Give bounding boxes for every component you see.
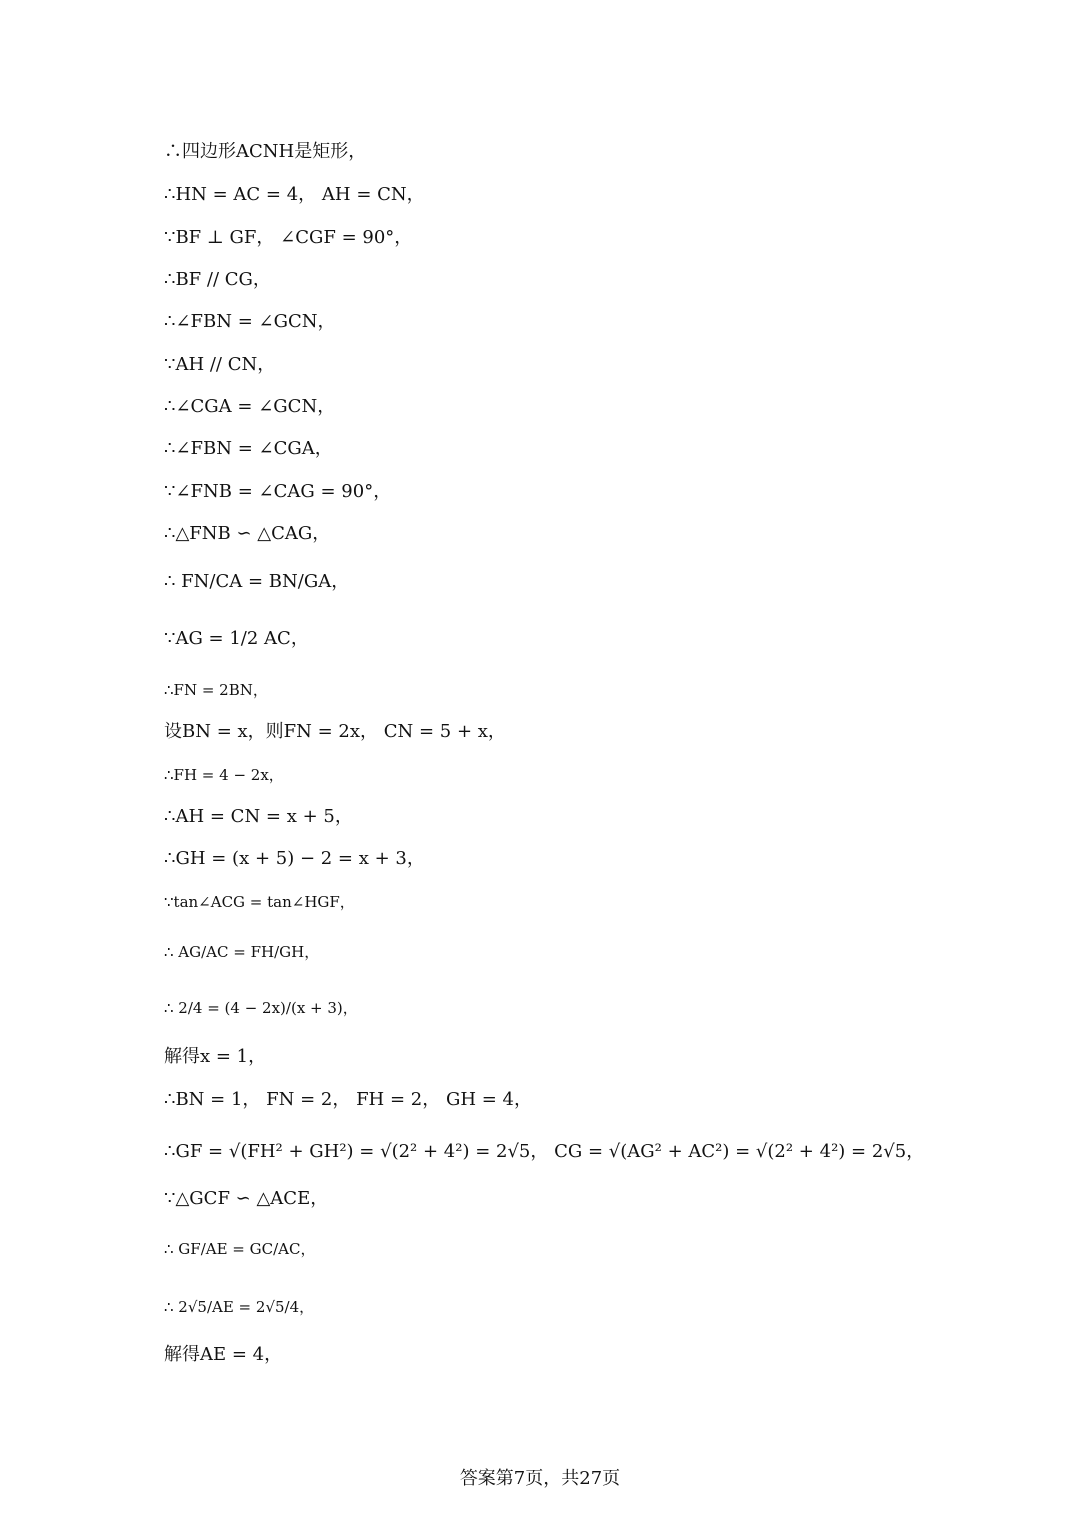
line-23: ∴GF = √(FH² + GH²) = √(2² + 4²) = 2√5， CG = √(AG² + AC²) = √(2² + 4²) = 2√5， <box>164 1141 925 1162</box>
line-24: ∵△GCF ∽ △ACE， <box>164 1188 329 1209</box>
line-9: ∵∠FNB = ∠CAG = 90°， <box>164 481 392 502</box>
line-20: ∴ 2/4 = (4 − 2x)/(x + 3)， <box>164 999 358 1017</box>
line-21: 解得x = 1， <box>164 1046 267 1067</box>
line-26: ∴ 2√5/AE = 2√5/4， <box>164 1298 315 1316</box>
line-16: ∴AH = CN = x + 5， <box>164 806 353 827</box>
line-5: ∴∠FBN = ∠GCN， <box>164 311 336 332</box>
line-7: ∴∠CGA = ∠GCN， <box>164 396 336 417</box>
line-3: ∵BF ⊥ GF， ∠CGF = 90°， <box>164 227 413 248</box>
line-13: ∴FN = 2BN， <box>164 681 268 699</box>
line-10: ∴△FNB ∽ △CAG， <box>164 523 331 544</box>
line-6: ∵AH // CN， <box>164 354 276 375</box>
line-17: ∴GH = (x + 5) − 2 = x + 3， <box>164 848 425 869</box>
line-14: 设BN = x，则FN = 2x， CN = 5 + x， <box>164 721 506 742</box>
line-2: ∴HN = AC = 4， AH = CN， <box>164 184 425 205</box>
line-8: ∴∠FBN = ∠CGA， <box>164 438 333 459</box>
line-11: ∴ FN/CA = BN/GA， <box>164 571 350 592</box>
line-27: 解得AE = 4， <box>164 1344 283 1365</box>
line-15: ∴FH = 4 − 2x， <box>164 766 284 784</box>
line-4: ∴BF // CG， <box>164 269 271 290</box>
line-1: ∴四边形ACNH是矩形， <box>164 141 367 162</box>
line-12: ∵AG = 1/2 AC， <box>164 628 309 649</box>
line-18: ∵tan∠ACG = tan∠HGF， <box>164 893 355 911</box>
line-19: ∴ AG/AC = FH/GH， <box>164 943 320 961</box>
line-25: ∴ GF/AE = GC/AC， <box>164 1240 316 1258</box>
page-footer: 答案第7页，共27页 <box>459 1468 621 1489</box>
line-22: ∴BN = 1， FN = 2， FH = 2， GH = 4， <box>164 1089 533 1110</box>
